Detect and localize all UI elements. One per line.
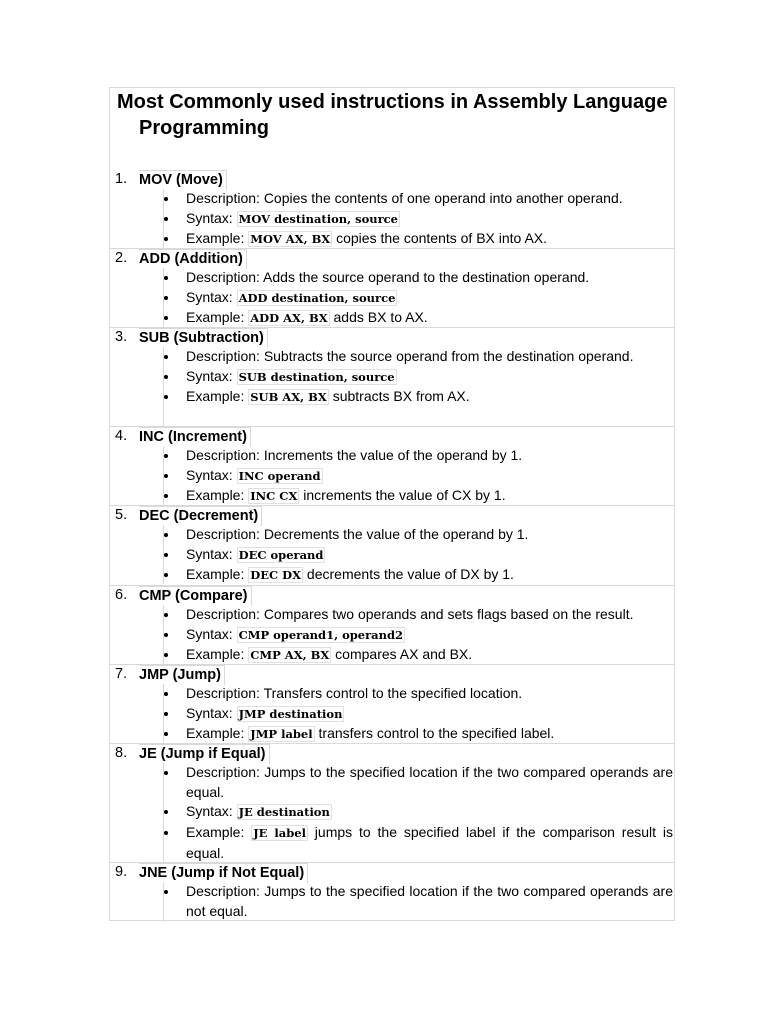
instruction-number: 8. (115, 745, 128, 761)
detail-list (164, 268, 675, 329)
example-item (164, 645, 675, 666)
title-line-1: Most Commonly used instructions in Assembly Language (117, 91, 668, 113)
detail-list (164, 763, 675, 864)
document-title (117, 89, 673, 141)
example-code: MOV AX, BX (250, 232, 331, 247)
syntax-item (164, 209, 675, 230)
description-label: Description: (186, 190, 264, 206)
description-item (164, 763, 675, 802)
example-code: ADD AX, BX (250, 311, 328, 326)
detail-list (164, 525, 675, 586)
example-code: CMP AX, BX (250, 648, 330, 663)
description-label: Description: (186, 348, 264, 364)
example-item (164, 724, 675, 745)
syntax-code: JMP destination (238, 706, 343, 721)
example-text: decrements the value of DX by 1. (303, 566, 514, 583)
description-item (164, 882, 675, 921)
syntax-code: DEC operand (238, 547, 324, 562)
example-item (164, 387, 675, 408)
description-item (164, 347, 675, 367)
description-label: Description: (186, 447, 264, 463)
description-text: Compares two operands and sets flags based on the result. (263, 606, 634, 622)
example-item (164, 486, 675, 507)
instruction-name: JNE (Jump if Not Equal) (139, 863, 308, 883)
instruction-details (163, 189, 675, 248)
syntax-code: JE destination (238, 805, 330, 820)
syntax-code: INC operand (238, 468, 321, 483)
instruction-number: 4. (115, 428, 128, 444)
description-label: Description: (186, 269, 264, 285)
syntax-item (164, 625, 675, 646)
instruction-name: JE (Jump if Equal) (139, 744, 270, 764)
example-label: Example: (186, 824, 252, 841)
example-code: JMP label (250, 727, 313, 742)
syntax-label: Syntax: (186, 704, 237, 721)
description-label: Description: (186, 685, 264, 701)
syntax-code: CMP operand1, operand2 (238, 627, 404, 642)
description-item (164, 684, 675, 704)
example-text: jumps to the specified label if the comparison result is equal. (186, 824, 673, 861)
detail-list (164, 882, 675, 921)
instruction-details (163, 446, 675, 505)
title-line-2: Programming (139, 117, 270, 139)
detail-list (164, 446, 675, 507)
description-item (164, 605, 675, 625)
instruction-name: JMP (Jump) (139, 665, 225, 685)
example-label: Example: (186, 487, 249, 504)
syntax-code: MOV destination, source (238, 211, 398, 226)
example-code: JE label (253, 826, 306, 841)
example-label: Example: (186, 309, 249, 326)
syntax-item (164, 802, 675, 823)
instruction-number: 6. (115, 587, 128, 603)
example-text: copies the contents of BX into AX. (332, 230, 548, 247)
syntax-item (164, 288, 675, 309)
syntax-label: Syntax: (186, 803, 237, 820)
description-text: Copies the contents of one operand into another operand. (263, 190, 623, 206)
description-text: Adds the source operand to the destination operand. (263, 269, 590, 285)
syntax-label: Syntax: (186, 545, 237, 562)
syntax-code: SUB destination, source (238, 369, 395, 384)
example-item (164, 823, 675, 863)
example-item (164, 229, 675, 250)
instruction-heading (109, 427, 675, 446)
example-item (164, 565, 675, 586)
instruction-number: 9. (115, 864, 128, 880)
description-text: Transfers control to the specified location. (263, 685, 523, 701)
example-text: transfers control to the specified label. (314, 725, 555, 742)
syntax-code: ADD destination, source (238, 290, 396, 305)
instruction-heading (109, 744, 675, 763)
description-item (164, 268, 675, 288)
instruction-heading (109, 506, 675, 525)
syntax-item (164, 466, 675, 487)
instruction-heading (109, 665, 675, 684)
syntax-item (164, 704, 675, 725)
instruction-number: 7. (115, 666, 128, 682)
example-text: subtracts BX from AX. (328, 388, 470, 405)
instruction-name: DEC (Decrement) (139, 506, 262, 526)
instruction-name: CMP (Compare) (139, 586, 252, 606)
instruction-heading (109, 586, 675, 605)
example-text: increments the value of CX by 1. (299, 487, 506, 504)
detail-list (164, 605, 675, 666)
instruction-number: 3. (115, 329, 128, 345)
instruction-details (163, 525, 675, 584)
instruction-number: 1. (115, 171, 128, 187)
instruction-name: SUB (Subtraction) (139, 328, 268, 348)
instruction-details (163, 268, 675, 327)
syntax-label: Syntax: (186, 625, 237, 642)
description-label: Description: (186, 526, 264, 542)
syntax-item (164, 367, 675, 388)
instruction-details (163, 347, 675, 426)
example-code: DEC DX (250, 568, 302, 583)
syntax-label: Syntax: (186, 288, 237, 305)
instruction-heading (109, 863, 675, 882)
example-label: Example: (186, 725, 249, 742)
instruction-number: 5. (115, 507, 128, 523)
description-item (164, 525, 675, 545)
description-label: Description: (186, 606, 264, 622)
detail-list (164, 347, 675, 408)
instruction-details (163, 684, 675, 743)
instruction-details (163, 882, 675, 922)
instruction-name: INC (Increment) (139, 427, 251, 447)
instruction-heading (109, 249, 675, 268)
example-code: INC CX (250, 489, 298, 504)
description-item (164, 446, 675, 466)
detail-list (164, 684, 675, 745)
description-text: Increments the value of the operand by 1. (263, 447, 523, 463)
instruction-details (163, 605, 675, 664)
instruction-heading (109, 328, 675, 347)
example-label: Example: (186, 566, 249, 583)
instruction-number: 2. (115, 250, 128, 266)
description-label: Description: (186, 764, 265, 780)
description-text: Jumps to the specified location if the two compared operands are equal. (186, 764, 673, 800)
description-text: Jumps to the specified location if the two compared operands are not equal. (186, 883, 673, 919)
instruction-name: MOV (Move) (139, 170, 227, 190)
instruction-details (163, 763, 675, 862)
description-text: Decrements the value of the operand by 1. (263, 526, 529, 542)
instruction-name: ADD (Addition) (139, 249, 247, 269)
description-text: Subtracts the source operand from the destination operand. (263, 348, 634, 364)
description-label: Description: (186, 883, 265, 899)
description-item (164, 189, 675, 209)
example-item (164, 308, 675, 329)
example-text: adds BX to AX. (329, 309, 428, 326)
syntax-label: Syntax: (186, 367, 237, 384)
example-label: Example: (186, 388, 249, 405)
example-code: SUB AX, BX (250, 390, 327, 405)
example-text: compares AX and BX. (331, 646, 473, 663)
syntax-label: Syntax: (186, 466, 237, 483)
example-label: Example: (186, 230, 249, 247)
detail-list (164, 189, 675, 250)
instruction-heading (109, 170, 675, 189)
syntax-label: Syntax: (186, 209, 237, 226)
example-label: Example: (186, 646, 249, 663)
syntax-item (164, 545, 675, 566)
